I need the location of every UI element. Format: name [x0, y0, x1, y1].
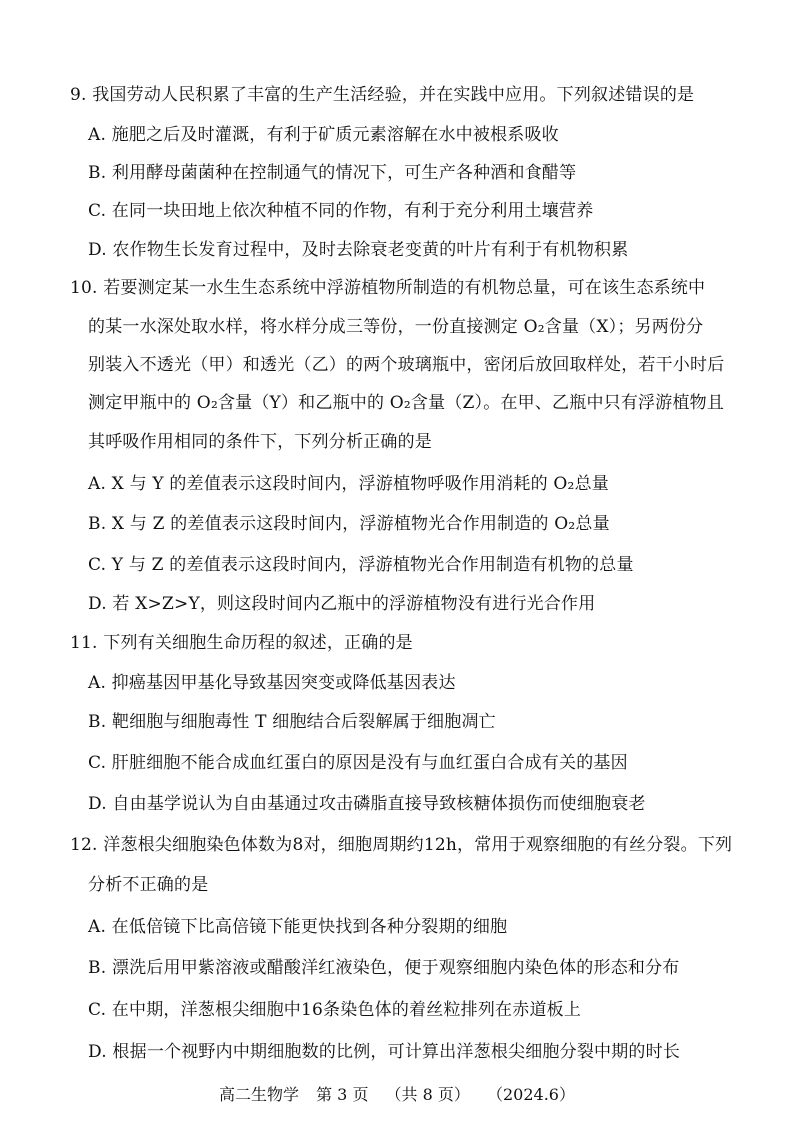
footer-subject: 高二生物学	[218, 1085, 299, 1104]
question-9-option-a: A. 施肥之后及时灌溉，有利于矿质元素溶解在水中被根系吸收	[88, 125, 559, 145]
question-10-option-a: A. X 与 Y 的差值表示这段时间内，浮游植物呼吸作用消耗的 O₂总量	[88, 474, 609, 494]
question-9-stem: 9. 我国劳动人民积累了丰富的生产生活经验，并在实践中应用。下列叙述错误的是	[70, 85, 695, 105]
question-12-option-b: B. 漂洗后用甲紫溶液或醋酸洋红液染色，便于观察细胞内染色体的形态和分布	[88, 958, 680, 978]
question-10-stem-line-1: 10. 若要测定某一水生生态系统中浮游植物所制造的有机物总量，可在该生态系统中	[70, 278, 706, 298]
question-9-option-c: C. 在同一块田地上依次种植不同的作物，有利于充分利用土壤营养	[88, 201, 594, 221]
footer-total-pages: （共 8 页）	[385, 1085, 470, 1104]
footer-date: （2024.6）	[487, 1085, 575, 1104]
question-10-option-d: D. 若 X>Z>Y，则这段时间内乙瓶中的浮游植物没有进行光合作用	[88, 594, 596, 614]
question-10-option-c: C. Y 与 Z 的差值表示这段时间内，浮游植物光合作用制造有机物的总量	[88, 555, 634, 575]
question-10-stem-line-4: 测定甲瓶中的 O₂含量（Y）和乙瓶中的 O₂含量（Z）。在甲、乙瓶中只有浮游植物且	[88, 393, 725, 413]
question-10-option-b: B. X 与 Z 的差值表示这段时间内，浮游植物光合作用制造的 O₂总量	[88, 514, 610, 534]
question-12-option-d: D. 根据一个视野内中期细胞数的比例，可计算出洋葱根尖细胞分裂中期的时长	[88, 1042, 681, 1062]
question-11-option-d: D. 自由基学说认为自由基通过攻击磷脂直接导致核糖体损伤而使细胞衰老	[88, 794, 646, 814]
question-12-option-c: C. 在中期，洋葱根尖细胞中16条染色体的着丝粒排列在赤道板上	[88, 1000, 582, 1020]
question-12-option-a: A. 在低倍镜下比高倍镜下能更快找到各种分裂期的细胞	[88, 917, 508, 937]
question-9-option-b: B. 利用酵母菌菌种在控制通气的情况下，可生产各种酒和食醋等	[88, 163, 577, 183]
question-9-option-d: D. 农作物生长发育过程中，及时去除衰老变黄的叶片有利于有机物积累	[88, 240, 629, 260]
question-10-stem-line-5: 其呼吸作用相同的条件下，下列分析正确的是	[88, 432, 432, 452]
question-11-stem: 11. 下列有关细胞生命历程的叙述，正确的是	[70, 633, 413, 653]
question-10-stem-line-2: 的某一水深处取水样，将水样分成三等份，一份直接测定 O₂含量（X）；另两份分	[88, 317, 704, 337]
page-footer	[0, 1084, 794, 1106]
question-11-option-b: B. 靶细胞与细胞毒性 T 细胞结合后裂解属于细胞凋亡	[88, 712, 496, 732]
question-12-stem-line-1: 12. 洋葱根尖细胞染色体数为8对，细胞周期约12h，常用于观察细胞的有丝分裂。下列	[70, 835, 733, 855]
footer-page-number: 第 3 页	[316, 1085, 369, 1104]
question-11-option-a: A. 抑癌基因甲基化导致基因突变或降低基因表达	[88, 673, 456, 693]
question-10-stem-line-3: 别装入不透光（甲）和透光（乙）的两个玻璃瓶中，密闭后放回取样处，若干小时后	[88, 355, 725, 375]
question-12-stem-line-2: 分析不正确的是	[88, 875, 209, 895]
question-11-option-c: C. 肝脏细胞不能合成血红蛋白的原因是没有与血红蛋白合成有关的基因	[88, 753, 628, 773]
